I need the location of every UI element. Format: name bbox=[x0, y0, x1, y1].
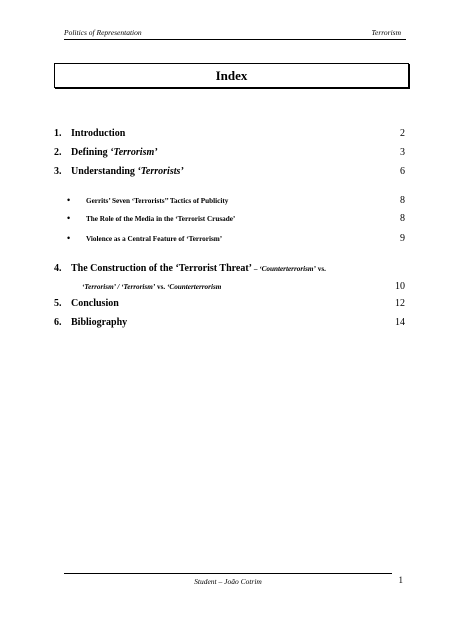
toc-entry-page: 10 bbox=[395, 281, 405, 292]
toc-entry-page: 6 bbox=[400, 166, 405, 177]
header-topic: Terrorism bbox=[371, 28, 401, 37]
footer-rule bbox=[64, 573, 392, 574]
toc-subentry-page: 8 bbox=[400, 195, 405, 206]
header-rule bbox=[64, 39, 406, 40]
toc-entry-label: The Construction of the ‘Terrorist Threat’ – ‘Counterterrorism’ vs. bbox=[71, 263, 326, 274]
toc-entry-number: 1. bbox=[54, 128, 62, 139]
toc-entry-page: 3 bbox=[400, 147, 405, 158]
bullet-icon: • bbox=[67, 233, 71, 243]
toc-subentry-label: The Role of the Media in the ‘Terrorist Crusade’ bbox=[86, 215, 236, 223]
bullet-icon: • bbox=[67, 213, 71, 223]
header-course-title: Politics of Representation bbox=[64, 28, 142, 37]
index-title: Index bbox=[215, 67, 248, 83]
toc-entry-page: 12 bbox=[395, 298, 405, 309]
toc-subentry-label: Gerrits’ Seven ‘Terrorists’’ Tactics of Publicity bbox=[86, 197, 229, 205]
toc-entry-number: 6. bbox=[54, 317, 62, 328]
toc-entry-label: Conclusion bbox=[71, 298, 119, 309]
toc-entry-number: 2. bbox=[54, 147, 62, 158]
toc-entry-label-line2: ‘Terrorism’ / ‘Terrorism’ vs. ‘Counterterrorism bbox=[82, 283, 222, 291]
toc-entry-label: Bibliography bbox=[71, 317, 128, 328]
toc-subentry-page: 9 bbox=[400, 233, 405, 244]
toc-subentry-page: 8 bbox=[400, 213, 405, 224]
toc-entry-page: 14 bbox=[395, 317, 405, 328]
toc-entry-label: Introduction bbox=[71, 128, 126, 139]
toc-subentry-label: Violence as a Central Feature of ‘Terrorism’ bbox=[86, 235, 223, 243]
index-title-box bbox=[54, 63, 409, 88]
toc-entry-construction-threat-continued bbox=[82, 283, 405, 291]
page-number: 1 bbox=[398, 575, 403, 585]
bullet-icon: • bbox=[67, 195, 71, 205]
toc-entry-label: Defining ‘Terrorism’ bbox=[71, 147, 158, 158]
toc-entry-label: Understanding ‘Terrorists’ bbox=[71, 166, 184, 177]
toc-entry-number: 4. bbox=[54, 263, 62, 274]
toc-entry-number: 5. bbox=[54, 298, 62, 309]
toc-entry-page: 2 bbox=[400, 128, 405, 139]
footer-author: Student – João Cotrim bbox=[194, 577, 262, 586]
toc-entry-number: 3. bbox=[54, 166, 62, 177]
